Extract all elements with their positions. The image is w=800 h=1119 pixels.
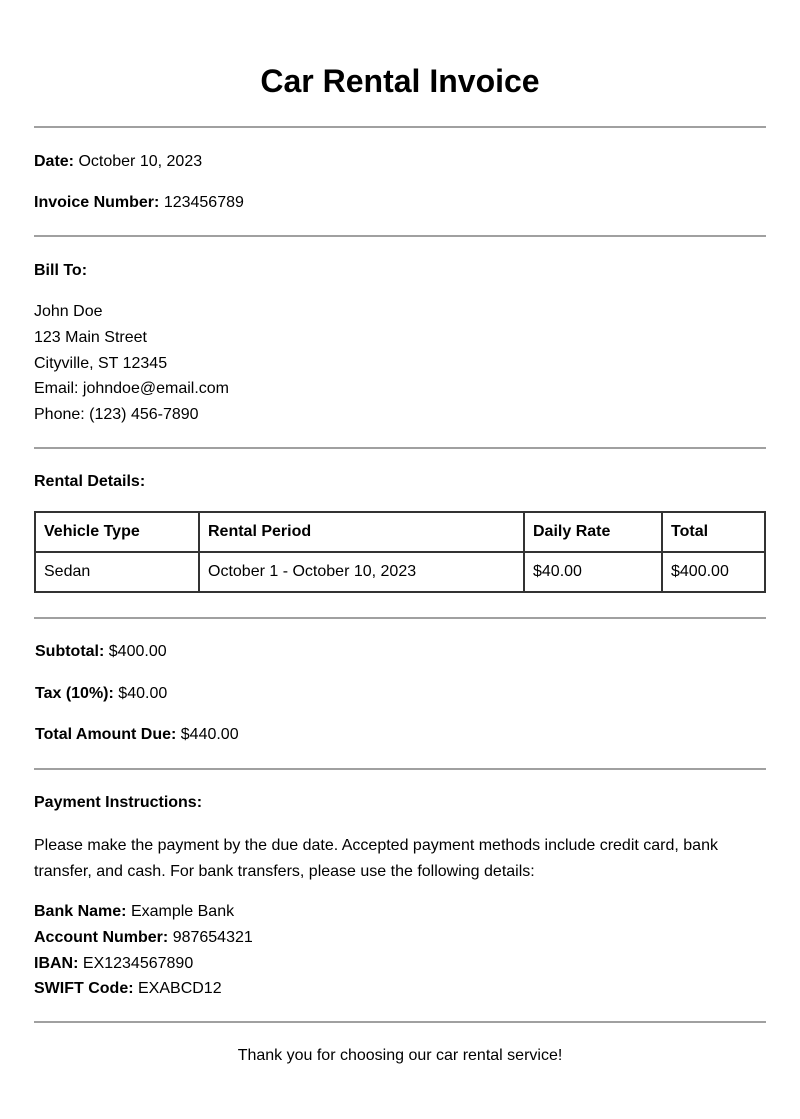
bank-name-label: Bank Name:	[34, 903, 127, 920]
customer-email: Email: johndoe@email.com	[34, 380, 229, 398]
iban-label: IBAN:	[34, 954, 79, 972]
iban-value: EX1234567890	[82, 954, 194, 972]
page-title: Car Rental Invoice	[260, 63, 540, 99]
swift-code	[34, 976, 253, 1002]
divider	[34, 768, 766, 770]
divider	[34, 617, 766, 619]
total-value: $440.00	[180, 726, 239, 743]
customer-city: Cityville, ST 12345	[34, 354, 168, 372]
divider	[34, 126, 766, 128]
bank-name	[34, 899, 253, 925]
account-number-label: Account Number:	[34, 928, 169, 946]
bank-name-value: Example Bank	[130, 903, 235, 920]
customer-name: John Doe	[34, 303, 103, 320]
divider	[34, 1021, 766, 1023]
bill-to-heading: Bill To:	[34, 262, 88, 279]
invoice-number	[34, 193, 244, 213]
tax-label: Tax (10%):	[35, 685, 114, 702]
billing-address	[34, 299, 229, 428]
subtotal	[35, 642, 167, 662]
swift-code-label: SWIFT Code:	[34, 980, 134, 998]
customer-phone: Phone: (123) 456-7890	[34, 406, 199, 423]
invoice-number-label: Invoice Number:	[34, 194, 160, 211]
daily-rate-cell: $40.00	[524, 552, 662, 592]
payment-instructions-heading: Payment Instructions:	[34, 794, 203, 811]
divider	[34, 235, 766, 237]
divider	[34, 447, 766, 449]
row-total-cell: $400.00	[662, 552, 765, 592]
payment-instructions-text: Please make the payment by the due date. Accepted payment methods include credit card, bank transfer, and cash. For bank transfers, please use the following details:	[34, 837, 718, 880]
invoice-number-value: 123456789	[163, 194, 244, 211]
rental-details-table	[34, 511, 766, 593]
column-header: Total	[662, 512, 765, 552]
subtotal-label: Subtotal:	[35, 643, 105, 660]
iban	[34, 951, 253, 977]
invoice-date	[34, 152, 202, 172]
table-header-row	[35, 512, 765, 552]
tax	[35, 684, 167, 704]
customer-street: 123 Main Street	[34, 328, 147, 346]
table-row	[35, 552, 765, 592]
subtotal-value: $400.00	[108, 643, 167, 660]
column-header: Daily Rate	[524, 512, 662, 552]
thank-you-note: Thank you for choosing our car rental service!	[237, 1047, 563, 1064]
rental-details-heading: Rental Details:	[34, 473, 146, 490]
total-amount-due	[35, 725, 239, 745]
column-header: Vehicle Type	[35, 512, 199, 552]
bank-details	[34, 899, 253, 1002]
tax-value: $40.00	[118, 685, 168, 702]
account-number	[34, 925, 253, 951]
swift-code-value: EXABCD12	[138, 980, 222, 998]
vehicle-type-cell: Sedan	[35, 552, 199, 592]
rental-period-cell: October 1 - October 10, 2023	[199, 552, 524, 592]
account-number-value: 987654321	[172, 928, 253, 946]
total-label: Total Amount Due:	[35, 726, 177, 743]
date-value: October 10, 2023	[78, 153, 203, 170]
column-header: Rental Period	[199, 512, 524, 552]
date-label: Date:	[34, 153, 75, 170]
